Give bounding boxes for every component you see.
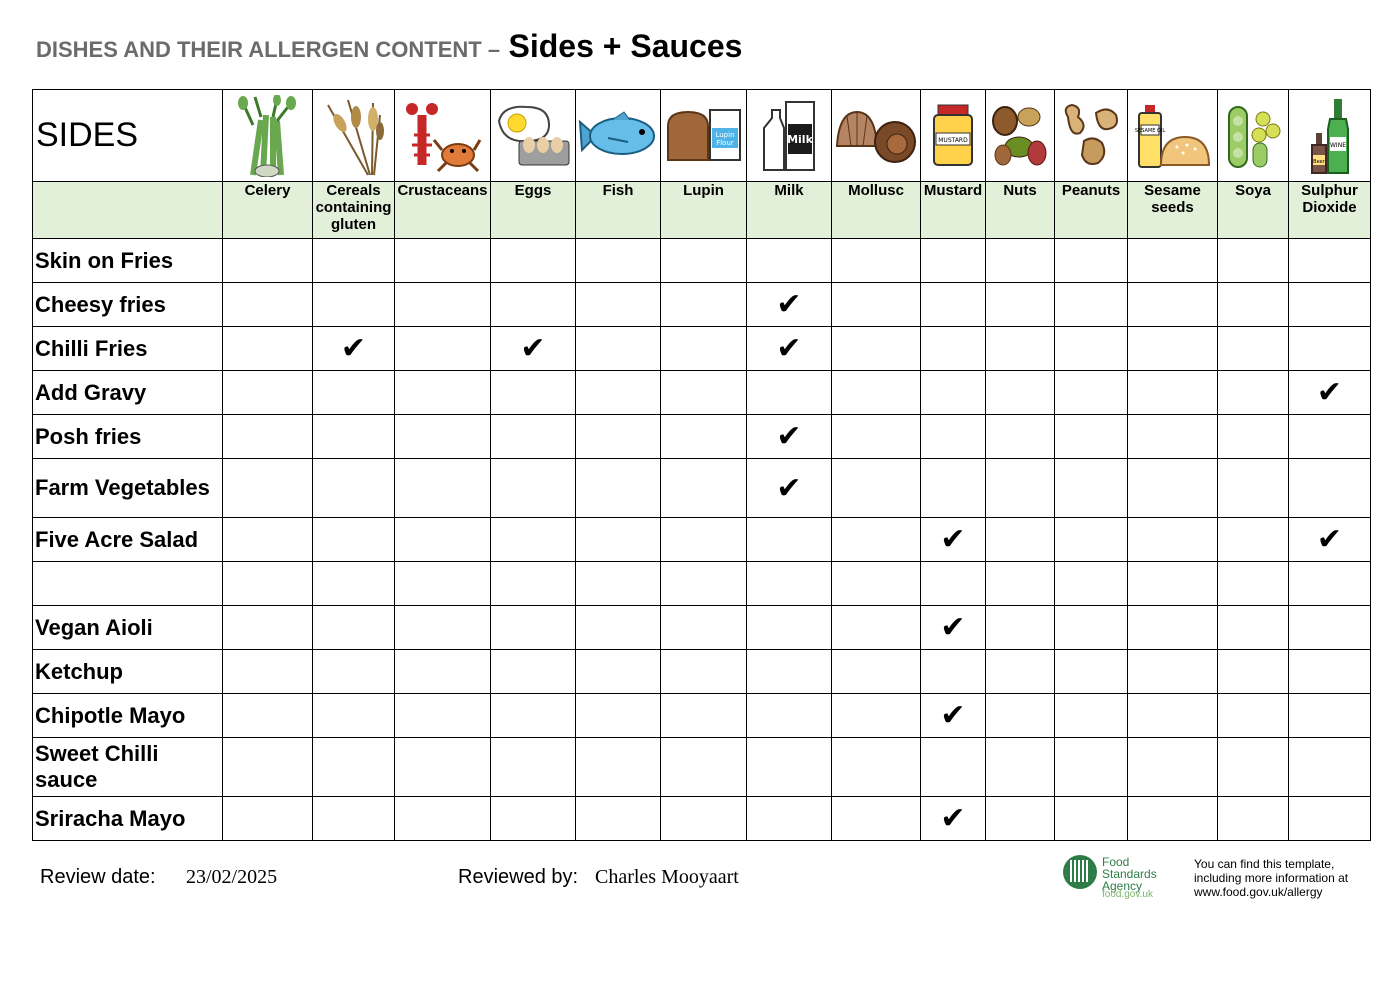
allergen-table	[32, 89, 1371, 841]
allergen-cell	[832, 283, 921, 327]
page-title	[36, 28, 742, 65]
allergen-cell	[1289, 650, 1371, 694]
allergen-cell	[1055, 694, 1128, 738]
dish-name: Skin on Fries	[33, 239, 223, 283]
milk-icon	[747, 90, 832, 182]
nuts-icon	[986, 90, 1055, 182]
allergen-cell	[747, 562, 832, 606]
allergen-cell	[1128, 415, 1218, 459]
allergen-cell	[832, 694, 921, 738]
allergen-cell	[832, 606, 921, 650]
dish-name: Vegan Aioli	[33, 606, 223, 650]
allergen-label: Mollusc	[832, 182, 921, 239]
allergen-cell	[661, 371, 747, 415]
sulphur-dioxide-icon	[1289, 90, 1371, 182]
reviewed-by-value: Charles Mooyaart	[595, 866, 739, 888]
title-main: Sides + Sauces	[508, 28, 743, 64]
allergen-cell	[1055, 415, 1128, 459]
allergen-cell	[832, 371, 921, 415]
table-row	[33, 606, 1371, 650]
allergen-cell	[223, 239, 313, 283]
allergen-cell	[747, 239, 832, 283]
allergen-cell	[313, 518, 395, 562]
allergen-cell	[1218, 738, 1289, 797]
allergen-cell	[661, 415, 747, 459]
allergen-cell	[576, 797, 661, 841]
allergen-cell	[395, 283, 491, 327]
allergen-cell	[921, 459, 986, 518]
svg-text:MUSTARD: MUSTARD	[938, 136, 968, 144]
dish-name: Add Gravy	[33, 371, 223, 415]
allergen-label: Crustaceans	[395, 182, 491, 239]
allergen-cell	[313, 459, 395, 518]
allergen-cell	[986, 239, 1055, 283]
allergen-cell	[1128, 797, 1218, 841]
allergen-cell	[1218, 283, 1289, 327]
table-row	[33, 797, 1371, 841]
allergen-cell	[661, 327, 747, 371]
table-row	[33, 562, 1371, 606]
allergen-cell	[1128, 283, 1218, 327]
allergen-cell	[661, 518, 747, 562]
dish-name: Chilli Fries	[33, 327, 223, 371]
allergen-cell	[1218, 650, 1289, 694]
allergen-cell	[921, 650, 986, 694]
eggs-icon	[491, 90, 576, 182]
allergen-cell	[576, 415, 661, 459]
table-row	[33, 694, 1371, 738]
allergen-cell	[223, 283, 313, 327]
allergen-cell	[1055, 738, 1128, 797]
allergen-cell	[1218, 562, 1289, 606]
allergen-cell	[1218, 606, 1289, 650]
allergen-cell	[491, 327, 576, 371]
allergen-cell	[491, 283, 576, 327]
allergen-cell	[576, 327, 661, 371]
svg-text:WINE: WINE	[1329, 141, 1346, 149]
info-text: You can find this template, including more information at www.food.gov.uk/allergy	[1194, 857, 1349, 899]
check-mark-icon: ✔	[520, 332, 546, 365]
allergen-cell	[1055, 606, 1128, 650]
allergen-cell	[921, 738, 986, 797]
table-row	[33, 738, 1371, 797]
allergen-cell	[747, 738, 832, 797]
dish-name: Sriracha Mayo	[33, 797, 223, 841]
allergen-cell	[1218, 327, 1289, 371]
allergen-cell	[313, 239, 395, 283]
dish-name: Five Acre Salad	[33, 518, 223, 562]
allergen-cell	[313, 797, 395, 841]
allergen-cell	[661, 738, 747, 797]
allergen-label: Sulphur Dioxide	[1289, 182, 1371, 239]
allergen-cell	[747, 518, 832, 562]
allergen-cell	[395, 518, 491, 562]
allergen-label: Peanuts	[1055, 182, 1128, 239]
allergen-cell	[313, 415, 395, 459]
allergen-cell	[223, 797, 313, 841]
allergen-label: Milk	[747, 182, 832, 239]
allergen-cell	[661, 650, 747, 694]
allergen-cell	[1128, 650, 1218, 694]
dish-name: Sweet Chilli sauce	[33, 738, 223, 797]
allergen-cell	[1289, 562, 1371, 606]
allergen-cell	[747, 650, 832, 694]
svg-text:Lupin: Lupin	[714, 130, 735, 139]
allergen-cell	[832, 797, 921, 841]
svg-text:Beer: Beer	[1312, 158, 1325, 165]
table-row	[33, 283, 1371, 327]
table-row	[33, 327, 1371, 371]
sesame-icon	[1128, 90, 1218, 182]
allergen-cell	[1289, 327, 1371, 371]
dish-name: Cheesy fries	[33, 283, 223, 327]
allergen-cell	[1218, 459, 1289, 518]
allergen-cell	[491, 459, 576, 518]
allergen-cell	[921, 797, 986, 841]
allergen-cell	[1289, 239, 1371, 283]
allergen-cell	[1289, 371, 1371, 415]
allergen-cell	[491, 797, 576, 841]
allergen-cell	[491, 415, 576, 459]
allergen-cell	[395, 415, 491, 459]
allergen-cell	[661, 562, 747, 606]
allergen-cell	[1055, 518, 1128, 562]
allergen-label: Lupin	[661, 182, 747, 239]
title-prefix: DISHES AND THEIR ALLERGEN CONTENT –	[36, 37, 501, 62]
allergen-cell	[491, 562, 576, 606]
allergen-cell	[313, 606, 395, 650]
allergen-cell	[832, 518, 921, 562]
check-mark-icon: ✔	[940, 611, 966, 644]
table-row	[33, 371, 1371, 415]
allergen-cell	[223, 459, 313, 518]
allergen-cell	[1128, 606, 1218, 650]
allergen-cell	[986, 415, 1055, 459]
check-mark-icon: ✔	[340, 332, 367, 365]
allergen-cell	[1128, 738, 1218, 797]
check-mark-icon: ✔	[940, 802, 966, 835]
allergen-cell	[747, 415, 832, 459]
allergen-cell	[576, 459, 661, 518]
allergen-cell	[395, 738, 491, 797]
allergen-cell	[661, 694, 747, 738]
allergen-cell	[223, 327, 313, 371]
lupin-icon	[661, 90, 747, 182]
review-date-label: Review date:	[40, 866, 156, 888]
fish-icon	[576, 90, 661, 182]
icon-row	[33, 90, 1371, 182]
allergen-cell	[921, 606, 986, 650]
allergen-cell	[661, 797, 747, 841]
soya-icon	[1218, 90, 1289, 182]
allergen-cell	[223, 738, 313, 797]
cereals-icon	[313, 90, 395, 182]
allergen-cell	[986, 518, 1055, 562]
allergen-cell	[395, 606, 491, 650]
allergen-cell	[747, 694, 832, 738]
allergen-cell	[223, 606, 313, 650]
table-row	[33, 415, 1371, 459]
allergen-cell	[1128, 518, 1218, 562]
fsa-url: food.gov.uk	[1102, 889, 1153, 900]
allergen-cell	[1128, 327, 1218, 371]
allergen-cell	[832, 239, 921, 283]
allergen-cell	[223, 415, 313, 459]
allergen-cell	[313, 327, 395, 371]
check-mark-icon: ✔	[776, 420, 802, 453]
allergen-cell	[491, 239, 576, 283]
allergen-label: Sesame seeds	[1128, 182, 1218, 239]
allergen-cell	[661, 459, 747, 518]
allergen-cell	[395, 694, 491, 738]
allergen-cell	[747, 606, 832, 650]
allergen-cell	[1289, 518, 1371, 562]
allergen-label: Mustard	[921, 182, 986, 239]
allergen-cell	[576, 606, 661, 650]
allergen-cell	[1128, 694, 1218, 738]
check-mark-icon: ✔	[1316, 523, 1343, 556]
allergen-cell	[491, 606, 576, 650]
allergen-cell	[395, 797, 491, 841]
allergen-cell	[1218, 371, 1289, 415]
label-corner	[33, 182, 223, 239]
dish-name: Ketchup	[33, 650, 223, 694]
allergen-cell	[491, 738, 576, 797]
allergen-cell	[921, 239, 986, 283]
allergen-cell	[1055, 797, 1128, 841]
allergen-cell	[986, 562, 1055, 606]
allergen-cell	[1055, 650, 1128, 694]
check-mark-icon: ✔	[776, 471, 802, 505]
allergen-cell	[223, 650, 313, 694]
dish-name: Chipotle Mayo	[33, 694, 223, 738]
allergen-cell	[986, 650, 1055, 694]
allergen-cell	[1055, 327, 1128, 371]
check-mark-icon: ✔	[1316, 376, 1343, 409]
allergen-cell	[1055, 562, 1128, 606]
allergen-cell	[986, 459, 1055, 518]
allergen-label: Soya	[1218, 182, 1289, 239]
allergen-cell	[1055, 239, 1128, 283]
allergen-cell	[921, 371, 986, 415]
allergen-cell	[832, 459, 921, 518]
svg-text:SESAME OIL: SESAME OIL	[1134, 127, 1165, 134]
allergen-cell	[832, 738, 921, 797]
allergen-cell	[395, 650, 491, 694]
allergen-cell	[1128, 562, 1218, 606]
celery-icon	[223, 90, 313, 182]
table-row	[33, 239, 1371, 283]
mustard-icon	[921, 90, 986, 182]
allergen-cell	[223, 518, 313, 562]
allergen-cell	[395, 562, 491, 606]
allergen-cell	[1055, 371, 1128, 415]
check-mark-icon: ✔	[940, 699, 966, 732]
allergen-cell	[1289, 283, 1371, 327]
allergen-cell	[986, 283, 1055, 327]
allergen-cell	[1128, 239, 1218, 283]
allergen-cell	[986, 327, 1055, 371]
allergen-cell	[576, 239, 661, 283]
allergen-cell	[832, 415, 921, 459]
allergen-cell	[576, 562, 661, 606]
allergen-cell	[1289, 738, 1371, 797]
allergen-cell	[747, 371, 832, 415]
allergen-cell	[921, 562, 986, 606]
dish-rows	[33, 239, 1371, 841]
allergen-cell	[1218, 694, 1289, 738]
allergen-label: Eggs	[491, 182, 576, 239]
allergen-cell	[747, 459, 832, 518]
allergen-cell	[395, 371, 491, 415]
dish-name: Farm Vegetables	[33, 459, 223, 518]
allergen-cell	[313, 738, 395, 797]
allergen-cell	[1055, 283, 1128, 327]
allergen-cell	[223, 562, 313, 606]
allergen-cell	[313, 283, 395, 327]
allergen-cell	[986, 371, 1055, 415]
allergen-cell	[986, 606, 1055, 650]
allergen-cell	[921, 327, 986, 371]
svg-text:Flour: Flour	[715, 138, 734, 147]
check-mark-icon: ✔	[776, 332, 802, 365]
allergen-cell	[1289, 797, 1371, 841]
allergen-cell	[576, 371, 661, 415]
allergen-label: Fish	[576, 182, 661, 239]
allergen-cell	[576, 283, 661, 327]
allergen-cell	[313, 650, 395, 694]
allergen-cell	[747, 797, 832, 841]
allergen-cell	[1289, 415, 1371, 459]
allergen-cell	[1218, 797, 1289, 841]
allergen-cell	[1218, 239, 1289, 283]
reviewed-by-label: Reviewed by:	[458, 866, 579, 888]
allergen-cell	[395, 327, 491, 371]
check-mark-icon: ✔	[776, 288, 802, 321]
allergen-cell	[747, 283, 832, 327]
allergen-cell	[1218, 518, 1289, 562]
allergen-cell	[921, 694, 986, 738]
allergen-cell	[832, 650, 921, 694]
allergen-cell	[223, 694, 313, 738]
allergen-cell	[491, 518, 576, 562]
allergen-cell	[576, 518, 661, 562]
allergen-label: Nuts	[986, 182, 1055, 239]
allergen-cell	[986, 797, 1055, 841]
allergen-cell	[986, 694, 1055, 738]
table-row	[33, 650, 1371, 694]
allergen-cell	[921, 283, 986, 327]
allergen-cell	[1289, 694, 1371, 738]
allergen-cell	[313, 371, 395, 415]
allergen-cell	[986, 738, 1055, 797]
allergen-cell	[576, 738, 661, 797]
allergen-label: Cereals containing gluten	[313, 182, 395, 239]
peanuts-icon	[1055, 90, 1128, 182]
table-row	[33, 518, 1371, 562]
allergen-cell	[1055, 459, 1128, 518]
fsa-name: Food Standards Agency	[1102, 855, 1157, 893]
mollusc-icon	[832, 90, 921, 182]
allergen-cell	[491, 371, 576, 415]
table-row	[33, 459, 1371, 518]
allergen-cell	[395, 239, 491, 283]
allergen-cell	[661, 606, 747, 650]
allergen-cell	[223, 371, 313, 415]
svg-text:Milk: Milk	[787, 132, 813, 146]
allergen-cell	[1128, 371, 1218, 415]
allergen-cell	[313, 562, 395, 606]
allergen-cell	[832, 327, 921, 371]
allergen-cell	[313, 694, 395, 738]
allergen-label: Celery	[223, 182, 313, 239]
allergen-cell	[661, 283, 747, 327]
allergen-cell	[395, 459, 491, 518]
fsa-logo-icon	[1062, 852, 1102, 900]
allergen-cell	[832, 562, 921, 606]
allergen-cell	[921, 518, 986, 562]
allergen-cell	[1128, 459, 1218, 518]
allergen-cell	[1289, 459, 1371, 518]
dish-name	[33, 562, 223, 606]
allergen-label-row	[33, 182, 1371, 239]
allergen-cell	[747, 327, 832, 371]
allergen-cell	[491, 694, 576, 738]
allergen-cell	[921, 415, 986, 459]
crustaceans-icon	[395, 90, 491, 182]
check-mark-icon: ✔	[940, 523, 966, 556]
allergen-cell	[491, 650, 576, 694]
dish-name: Posh fries	[33, 415, 223, 459]
allergen-cell	[1289, 606, 1371, 650]
allergen-cell	[1218, 415, 1289, 459]
review-date-value: 23/02/2025	[186, 866, 278, 888]
allergen-cell	[661, 239, 747, 283]
allergen-cell	[576, 694, 661, 738]
allergen-cell	[576, 650, 661, 694]
section-label: SIDES	[33, 90, 223, 182]
